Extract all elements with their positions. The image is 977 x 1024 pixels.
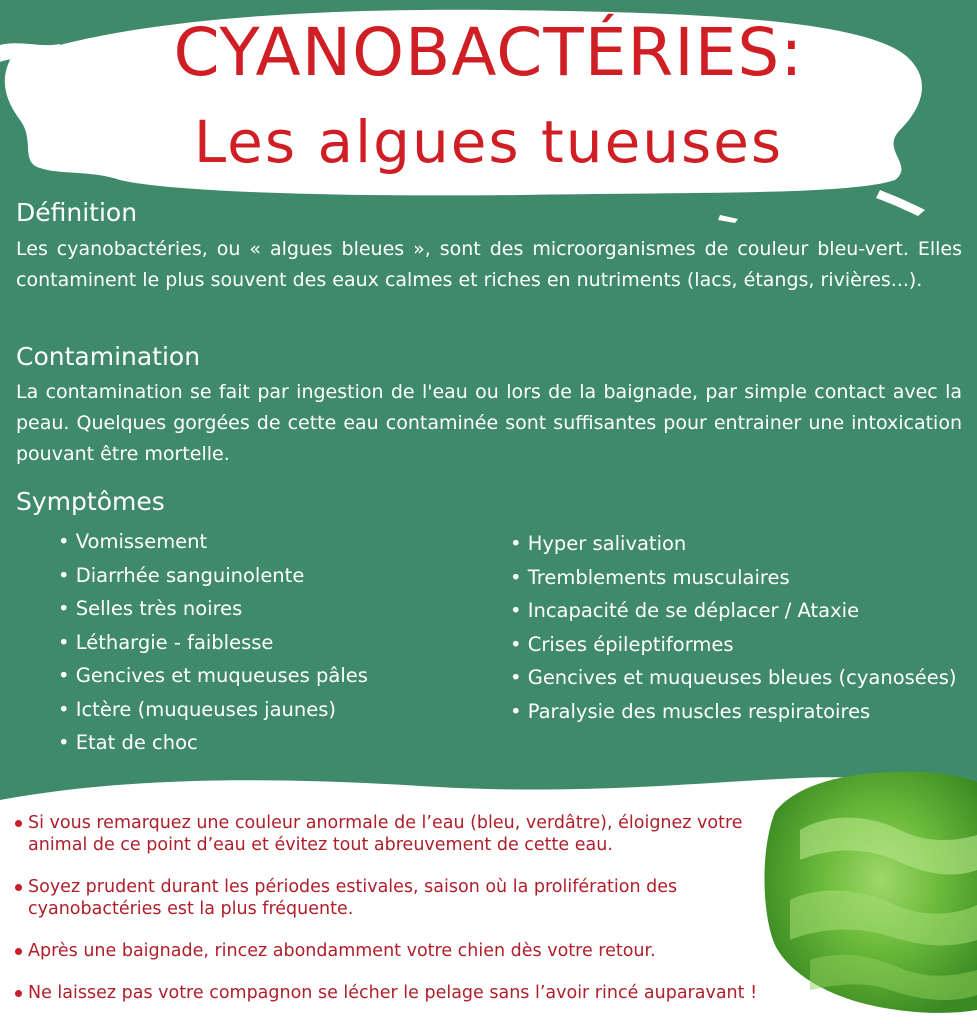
advice-item: Après une baignade, rincez abondamment votre chien dès votre retour.	[14, 940, 766, 962]
symptom-item: • Selles très noires	[58, 592, 368, 626]
symptom-item: • Crises épileptiformes	[510, 628, 957, 662]
symptom-item: • Gencives et muqueuses bleues (cyanosées)	[510, 661, 957, 695]
symptoms-left-list	[58, 525, 368, 760]
symptom-item: • Gencives et muqueuses pâles	[58, 659, 368, 693]
symptoms-right-list	[510, 527, 957, 728]
contamination-text: La contamination se fait par ingestion de l'eau ou lors de la baignade, par simple contact avec la peau. Quelques gorgées de cette eau contaminée sont suffisantes pour entrainer une intoxication pouvant être mortelle.	[16, 381, 962, 465]
symptom-item: • Etat de choc	[58, 726, 368, 760]
main-title: CYANOBACTÉRIES:	[173, 14, 804, 91]
symptom-item: • Vomissement	[58, 525, 368, 559]
advice-item: Soyez prudent durant les périodes estivales, saison où la prolifération des cyanobactéries est la plus fréquente.	[14, 876, 766, 920]
symptomes-heading: Symptômes	[16, 487, 165, 516]
definition-heading: Définition	[16, 198, 138, 227]
symptom-item: • Diarrhée sanguinolente	[58, 559, 368, 593]
symptom-item: • Ictère (muqueuses jaunes)	[58, 693, 368, 727]
subtitle: Les algues tueuses	[193, 108, 784, 176]
symptom-item: • Paralysie des muscles respiratoires	[510, 695, 957, 729]
symptom-item: • Tremblements musculaires	[510, 561, 957, 595]
advice-item: Si vous remarquez une couleur anormale de l’eau (bleu, verdâtre), éloignez votre animal de ce point d’eau et évitez tout abreuvement de cette eau.	[14, 812, 766, 856]
definition-text: Les cyanobactéries, ou « algues bleues », sont des microorganismes de couleur bleu-vert. Elles contaminent le plus souvent des eaux calmes et riches en nutriments (lacs, étangs, rivières...).	[16, 238, 962, 291]
advice-item: Ne laissez pas votre compagnon se lécher le pelage sans l’avoir rincé auparavant !	[14, 982, 766, 1004]
advice-list	[14, 812, 766, 1004]
symptom-item: • Incapacité de se déplacer / Ataxie	[510, 594, 957, 628]
symptom-item: • Léthargie - faiblesse	[58, 626, 368, 660]
symptom-item: • Hyper salivation	[510, 527, 957, 561]
contamination-heading: Contamination	[16, 342, 201, 371]
